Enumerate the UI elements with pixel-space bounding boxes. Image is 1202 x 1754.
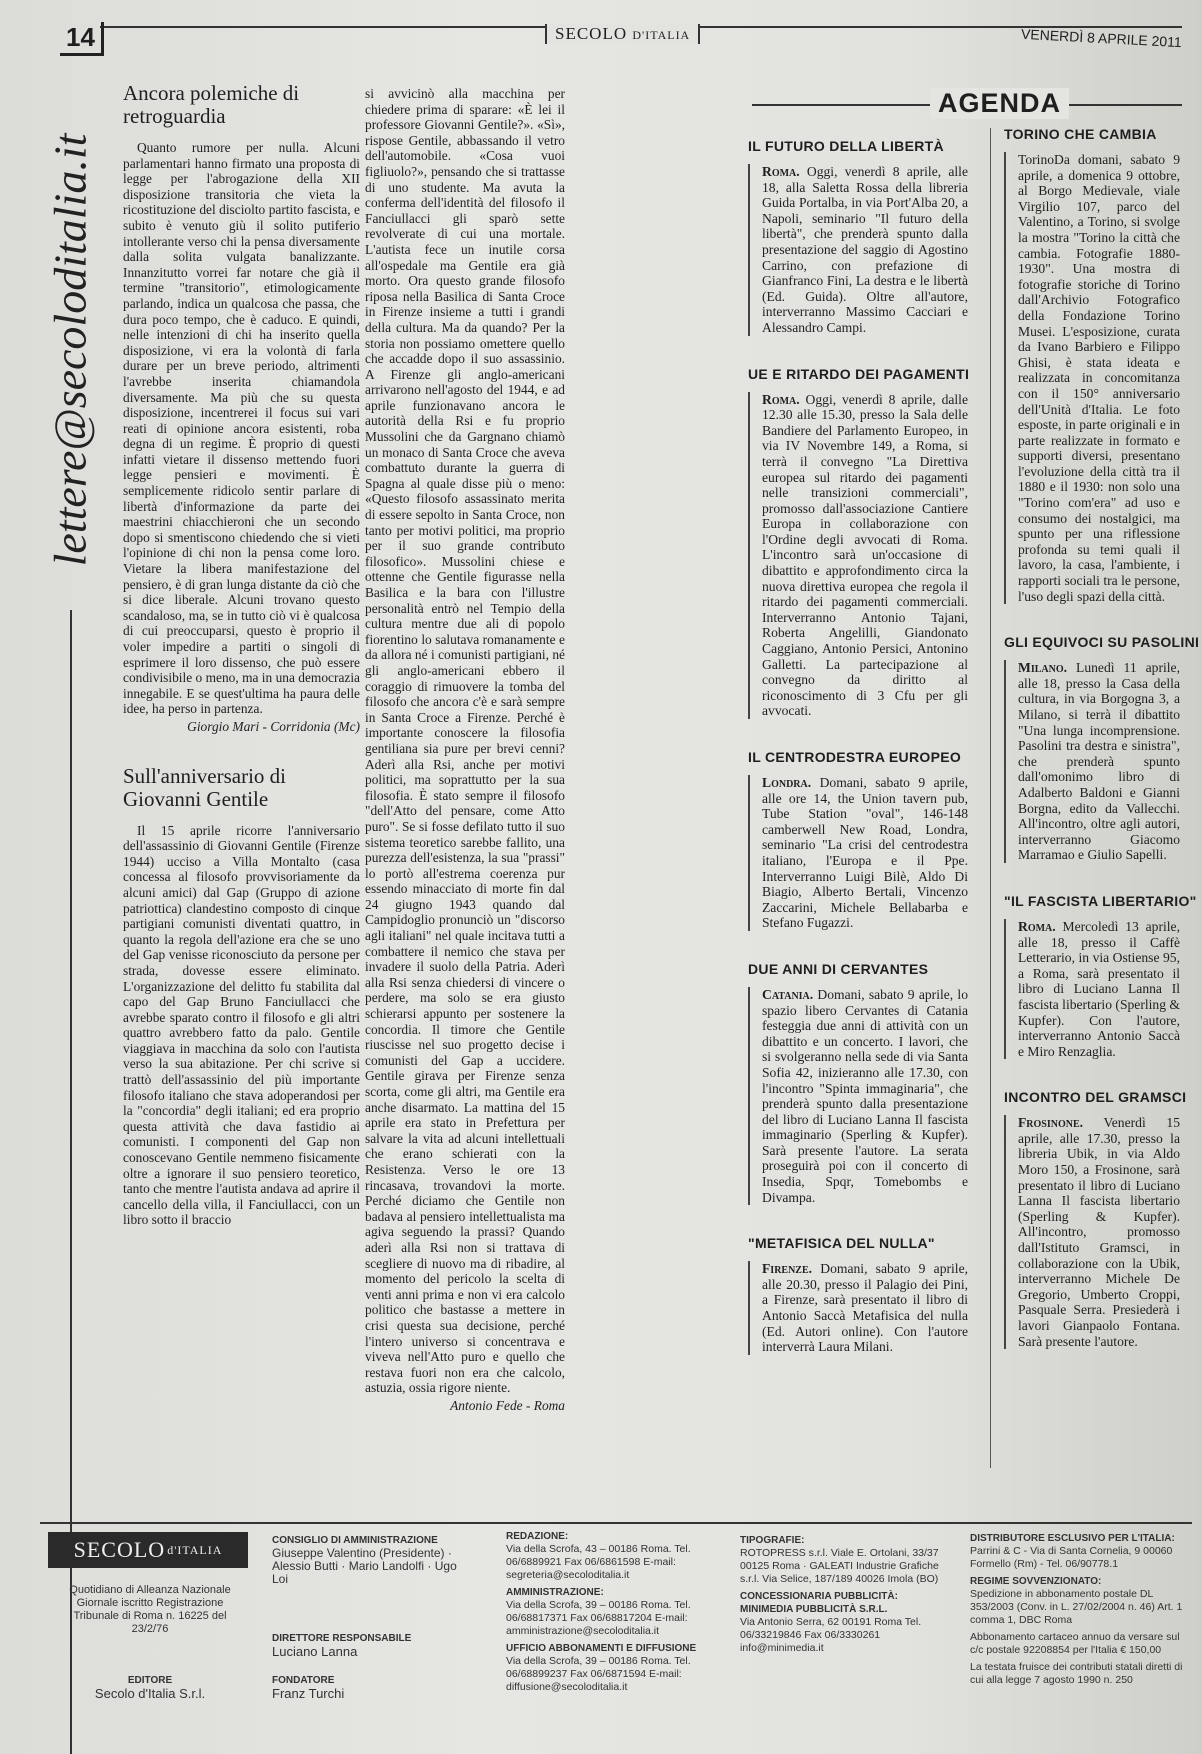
footer-amministrazione-value: Via della Scrofa, 39 – 00186 Roma. Tel. 06/68817371 Fax 06/68817204 E-mail: amministrazione@secoloditalia.it xyxy=(506,1599,691,1637)
letter-2-body-part-2: si avvicinò alla macchina per chiedere prima di sparare: «È lei il professore Giovanni Gentile?». «Sì», rispose Gentile, abbassando il vetro dell'automobile. «Cosa vuoi figliuolo?», pensando che si trattasse di uno studente. Ma avuta la conferma dell'identità del filosofo il Fanciullacci gli sparò sette revolverate di cui una mortale. L'autista fece un inutile corsa all'ospedale ma Gentile era già morto. Ora questo grande filosofo riposa nella Basilica di Santa Croce in Firenze insieme a tutti i grandi della cultura. Ma da quando? Per la storia non possiamo omettere quello che accadde dopo il suo assassinio. A Firenze gli anglo-americani arrivarono nell'agosto del 1944, e ad aprile funzionavano ancora le autorità della Rsi e fu proprio Mussolini che da Gargnano chiamò un monaco di Santa Croce che aveva combattuto durante la guerra di Spagna al quale disse più o meno: «Questo filosofo assassinato merita di essere sepolto in Santa Croce, non tanto per motivi politici, ma proprio per il suo grande contributo filosofico». Mussolini chiese e ottenne che Gentile figurasse nella Basilica e la bara con l'illustre personalità entrò nel Tempio della cultura mentre due ali di popolo fiorentino lo salutava romanamente e da allora né i comunisti partigiani, né gli anglo-americani ebbero il coraggio di rimuovere la tomba del filosofo che ancora c'è e sarà sempre in Santa Croce a Firenze. Perché è importante conoscere la filosofia gentiliana sia pure per brevi cenni? Aderì alla Rsi, anche per motivi politici, ma soprattutto per la sua filosofia. È stato sempre il filosofo "dell'Atto del pensare, come Atto puro". Se si fosse defilato tutto il suo sistema teoretico sarebbe fallito, una purezza dell'esistenza, la sua "prassi" lo portò all'estrema coerenza pur essendo minacciato di morte fin dal 24 giugno 1943 quando dal Campidoglio pronunciò un "discorso agli italiani" nel quale incitava tutti a combattere il nemico che stava per invadere il suolo della Patria. Aderì alla Rsi senza chiedersi di vincere o perdere, ma solo se era giusto schierarsi appunto per sostenere la concordia. Il timore che Gentile riuscisse nel suo progetto decise i comunisti del Gap a uccidere. Gentile girava per Firenze senza scorta, come gli altri, ma Gentile era anche disarmato. La mattina del 15 aprile era stato in Prefettura per salvare la vita ad alcuni intellettuali che erano schierati con la Resistenza. Verso le ore 13 rincasava, trovandovi la morte. Perché diciamo che Gentile non badava al pensiero intellettualista ma agiva seguendo la prassi? Quando aderì alla Rsi non si trattava di scegliere di nuovo ma di ribadire, al momento del pericolo la scelta di venti anni prima e non vi era calcolo politico che bastasse a mettere in crisi questa sua decisione, perché l'intero universo si concentrava e viveva nell'Atto puro e quello che restava fuori non era che calcolo, astuzia, ossia rigore niente. xyxy=(365,86,565,1396)
event-3-title: IL CENTRODESTRA EUROPEO xyxy=(748,749,962,765)
footer-mission: Quotidiano di Alleanza Nazionale Giornale iscritto Registrazione Tribunale di Roma n. 16225 del 23/2/76 xyxy=(69,1584,231,1635)
colophon xyxy=(40,1522,1192,1754)
event-5-body xyxy=(748,1261,968,1355)
footer-abbonamento: Abbonamento cartaceo annuo da versare sul c/c postale 92208854 per l'Italia € 150,00 xyxy=(970,1631,1180,1656)
footer-tipografie xyxy=(740,1534,940,1655)
issue-date: VENERDÌ 8 APRILE 2011 xyxy=(1020,25,1183,51)
footer-concessionaria-value: Via Antonio Serra, 62 00191 Roma Tel. 06/33219846 Fax 06/3330261 info@minimedia.it xyxy=(740,1616,922,1654)
event-8-body xyxy=(1004,919,1180,1059)
footer-fondatore-value: Franz Turchi xyxy=(272,1686,345,1701)
event-5-title: "METAFISICA DEL NULLA" xyxy=(748,1235,935,1252)
footer-fondatore-label: FONDATORE xyxy=(272,1675,335,1686)
footer-editore-label: EDITORE xyxy=(127,1675,173,1686)
footer-redazione xyxy=(506,1530,706,1694)
event-4-body xyxy=(748,987,968,1205)
event-4-title: DUE ANNI DI CERVANTES xyxy=(748,960,929,977)
footer-distributore-label: DISTRIBUTORE ESCLUSIVO PER L'ITALIA: xyxy=(970,1533,1175,1544)
footer-editore xyxy=(60,1674,240,1700)
masthead-small: D'ITALIA xyxy=(632,28,691,42)
letter-2-body-part-1: Il 15 aprile ricorre l'anniversario dell'assassinio di Giovanni Gentile (Firenze 1944) ucciso a Villa Montalto (casa concessa al filosofo provvisoriamente da alcuni amici) dal Gap (Gruppo di azione patriottica) clandestino composto di cinque partigiani comunisti diventati quattro, in quanto la regola dell'azione era che se uno del Gap venisse riconosciuto da persone per strada, dovesse essere eliminato. L'organizzazione del delitto fu stabilita dal capo del Gap Bruno Fanciullacci che avrebbe sparato contro il filosofo e gli altri quattro avrebbero fatto da palo. Gentile viaggiava in macchina da solo con l'autista verso la sua abitazione. Per chi scrive si trattò dell'assassinio del più importante filosofo italiano che stava adoperandosi per la "concordia" degli italiani; ed era proprio questa attività che dava fastidio ai comunisti. I componenti del Gap non conoscevano Gentile nemmeno fisicamente oltre a ignorare il suo pensiero teoretico, tanto che mentre l'autista andava ad aprire il cancello della villa, il Fanciullacci, con un libro sotto il braccio xyxy=(123,822,360,1228)
footer-redazione-label: REDAZIONE: xyxy=(506,1531,569,1542)
event-8-title: "IL FASCISTA LIBERTARIO" xyxy=(1004,892,1197,909)
footer-distributore xyxy=(970,1532,1190,1687)
footer-testata: La testata fruisce dei contributi statali diretti di cui alla legge 7 agosto 1990 n. 250 xyxy=(970,1661,1183,1686)
footer-redazione-value: Via della Scrofa, 43 – 00186 Roma. Tel. 06/6889921 Fax 06/6861598 E-mail: segreteria@secoloditalia.it xyxy=(506,1543,691,1581)
masthead-main: SECOLO xyxy=(555,24,628,43)
event-9-title: INCONTRO DEL GRAMSCI xyxy=(1004,1089,1187,1106)
footer-tipografie-value: ROTOPRESS s.r.l. Viale E. Ortolani, 33/37 00125 Roma · GALEATI Industrie Grafiche s.r.l. Via Selice, 187/189 40026 Imola (BO) xyxy=(740,1547,939,1585)
letter-2-title: Sull'anniversario di Giovanni Gentile xyxy=(123,763,287,811)
letter-1-signature: Giorgio Mari - Corridonia (Mc) xyxy=(187,718,360,734)
footer-regime-label: REGIME SOVVENZIONATO: xyxy=(970,1576,1102,1587)
footer-amministrazione-label: AMMINISTRAZIONE: xyxy=(506,1587,604,1598)
event-5-text: Domani, sabato 9 aprile, alle 20.30, presso il Palagio dei Pini, a Firenze, sarà presentato il libro di Antonio Saccà Metafisica del nulla (Ed. Autori online). Con l'autore interverrà Laura Milani. xyxy=(762,1261,968,1355)
event-9-city: Frosinone. xyxy=(1018,1115,1084,1131)
event-3-text: Domani, sabato 9 aprile, alle ore 14, the Union tavern pub, Tube Station "oval", 146-148 camberwell New Road, Londra, seminario "La crisi del centrodestra italiano, l'Europa e il Ppe. Interverranno Luigi Bilè, Aldo Di Biagio, Alberto Bertali, Vincenzo Zaccarini, Michele Bellabarba e Stefano Fugazzi. xyxy=(762,775,968,931)
page-number: 14 xyxy=(60,22,104,56)
event-9-body xyxy=(1004,1115,1180,1349)
agenda-title: AGENDA xyxy=(930,88,1069,119)
event-1-text: Oggi, venerdì 8 aprile, alle 18, alla Saletta Rossa della libreria Guida Portalba, in via Port'Alba 20, a Napoli, seminario "Il futuro della libertà", che prenderà spunto dalla presentazione del saggio di Agostino Carrino, con prefazione di Gianfranco Fini, La destra e le libertà (Ed. Guida). Oltre all'autore, interverranno Massimo Cacciari e Alessandro Campi. xyxy=(762,164,968,335)
event-8-city: Roma. xyxy=(1018,918,1056,934)
footer-tipografie-label: TIPOGRAFIE: xyxy=(740,1535,805,1546)
event-7-body xyxy=(1004,660,1180,863)
footer-distributore-value: Parrini & C - Via di Santa Cornelia, 9 00060 Formello (Rm) - Tel. 06/90778.1 xyxy=(970,1545,1173,1570)
agenda-column-divider xyxy=(990,128,991,1468)
footer-direttore-label: DIRETTORE RESPONSABILE xyxy=(272,1633,412,1644)
letter-2-signature: Antonio Fede - Roma xyxy=(450,1397,565,1413)
footer-direttore-value: Luciano Lanna xyxy=(272,1644,358,1659)
sidebar-email xyxy=(15,90,125,610)
event-1-title: IL FUTURO DELLA LIBERTÀ xyxy=(748,138,944,154)
letters-column-2 xyxy=(365,86,565,1413)
agenda-column-2 xyxy=(1004,126,1200,1379)
event-4-text: Domani, sabato 9 aprile, lo spazio libero Cervantes di Catania festeggia due anni di attività con un dibattito e un concerto. I lavori, che si svolgeranno nella sede di via Santa Sofia 42, inizieranno alle 17.30, con l'incontro "Spinta immaginaria", che prenderà spunto dalla presentazione del libro di Luciano Lanna Il fascista immaginario (Sperling & Kupfer). Sarà presente l'autore. La serata proseguirà poi con il concerto di Insedia, Spqr, Tomebombs e Divampa. xyxy=(762,986,968,1205)
event-3-city: Londra. xyxy=(762,775,812,790)
event-3-body xyxy=(748,775,968,931)
footer-fondatore xyxy=(272,1674,462,1700)
event-6-body: TorinoDa domani, sabato 9 aprile, a domenica 9 ottobre, al Borgo Medievale, viale Virgilio 107, parco del Valentino, a Torino, si svolge la mostra "Torino la città che cambia. Fotografie 1880-1930". Una mostra di fotografie storiche di Torino dall'Archivio Fotografico della Fondazione Torino Musei. L'esposizione, curata da Ivano Barbiero e Filippo Ghisi, è stata ideata e realizzata in concomitanza con il 150° anniversario dell'Unità d'Italia. Le foto esposte, in parte originali e in parte realizzate in formato e supporti diversi, presentano l'evoluzione della città tra il 1880 e il 1930: non solo una "Torino com'era" ad uso e consumo dei nostalgici, ma spunto per una riflessione profonda su temi quali il lavoro, la casa, l'ambiente, i rapporti sociali tra le persone, l'uso degli spazi della città. xyxy=(1004,152,1180,604)
footer-logo-main: SECOLO xyxy=(73,1537,166,1562)
letters-column-1 xyxy=(123,82,360,1228)
footer-consiglio-label: CONSIGLIO DI AMMINISTRAZIONE xyxy=(272,1535,438,1546)
event-4-city: Catania. xyxy=(762,986,814,1002)
footer-concessionaria-label: CONCESSIONARIA PUBBLICITÀ: MINIMEDIA PUBBLICITÀ S.R.L. xyxy=(740,1591,898,1615)
letter-1-body: Quanto rumore per nulla. Alcuni parlamentari hanno firmato una proposta di legge per l'abrogazione della XII disposizione transitoria che vieta la ricostituzione del disciolto partito fascista, e subito è venuto giù il solito putiferio intollerante verso chi la pensa diversamente dalla solita vulgata banalizzante. Innanzitutto vorrei far notare che già il termine "transitorio", etimologicamente parlando, indica un qualcosa che passa, che dura poco tempo, che è caduco. E quindi, nelle intenzioni di chi ha inserito quella disposizione, vi era la volontà di farla durare per un breve periodo, altrimenti l'avrebbe inserita chiamandola diversamente. Ma più che su questa disposizione, incentrerei il focus sui vari reati di opinione ancora esistenti, roba degna di un regime. È proprio di questi infatti vietare il dissenso mettendo fuori legge pensieri e movimenti. È semplicemente ridicolo sentir parlare di libertà d'informazione da parte dei maestrini chiacchieroni che un secondo dopo si smentiscono chiedendo che si vieti l'opinione di chi non la pensa come loro. Vietare la libera manifestazione del pensiero, è di gran lunga distante da ciò che si dice liberale. Alcuni trovano questo scandaloso, ma, se in tutto ciò vi è qualcosa di cui preoccuparsi, questo è proprio il voler impedire a partiti o singoli di esprimere il loro dissenso, che può essere condivisibile o meno, ma in una democrazia innegabile. E se quest'ultima ha paura delle idee, ha perso in partenza. xyxy=(123,140,360,717)
event-2-city: Roma. xyxy=(762,391,800,407)
footer-direttore xyxy=(272,1632,462,1658)
event-7-text: Lunedì 11 aprile, alle 18, presso la Casa della cultura, in via Borgogna 3, a Milano, si terrà il dibattito "Una lunga incomprensione. Pasolini tra destra e sinistra", che prenderà spunto dall'omonimo libro di Adalberto Baldoni e Gianni Borgna, edito da Vallecchi. All'incontro, oltre agli autori, interverranno Giacomo Marramao e Giulio Sapelli. xyxy=(1018,660,1180,863)
agenda-column-1 xyxy=(748,138,968,1385)
footer-editore-value: Secolo d'Italia S.r.l. xyxy=(94,1686,206,1701)
footer-consiglio-value: Giuseppe Valentino (Presidente) · Alessio Butti · Mario Landolfi · Ugo Loi xyxy=(272,1546,457,1586)
event-7-city: Milano. xyxy=(1018,660,1068,676)
footer-logo xyxy=(48,1532,248,1568)
event-2-title: UE E RITARDO DEI PAGAMENTI xyxy=(748,365,970,382)
masthead-title xyxy=(545,24,700,44)
event-1-city: Roma. xyxy=(762,164,800,179)
event-9-text: Venerdì 15 aprile, alle 17.30, presso la libreria Ubik, in via Aldo Moro 150, a Frosinone, sarà presentato il libro di Luciano Lanna Il fascista libertario (Sperling & Kupfer). All'incontro, promosso dall'Istituto Gramsci, in collaborazione con la Ubik, interverranno Michele De Gregorio, Umberto Croppi, Pasquale Serra. Presiederà i lavori Gianpaolo Fontana. Sarà presente l'autore. xyxy=(1018,1115,1180,1349)
footer-logo-small: d'ITALIA xyxy=(167,1542,223,1557)
event-5-city: Firenze. xyxy=(762,1261,813,1277)
footer-ufficio-label: UFFICIO ABBONAMENTI E DIFFUSIONE xyxy=(506,1643,697,1654)
event-1-body xyxy=(748,164,968,336)
footer-consiglio xyxy=(272,1534,462,1586)
event-8-text: Mercoledì 13 aprile, alle 18, presso il Caffè Letterario, in via Ostiense 95, a Roma, sarà presentato il libro di Luciano Lanna Il fascista libertario (Sperling & Kupfer). Con l'autore, interverranno Antonio Saccà e Miro Renzaglia. xyxy=(1018,918,1180,1059)
footer-regime-value: Spedizione in abbonamento postale DL 353/2003 (Conv. in L. 27/02/2004 n. 46) Art. 1 comma 1, DBC Roma xyxy=(970,1588,1183,1626)
event-6-title: TORINO CHE CAMBIA xyxy=(1004,126,1157,142)
footer-ufficio-value: Via della Scrofa, 39 – 00186 Roma. Tel. 06/68899237 Fax 06/6871594 E-mail: diffusione@secoloditalia.it xyxy=(506,1655,691,1693)
event-2-text: Oggi, venerdì 8 aprile, dalle 12.30 alle 15.30, presso la Sala delle Bandiere del Parlamento Europeo, in via IV Novembre 149, a Roma, si terrà il convegno "La Direttiva europea sul ritardo dei pagamenti nelle transizioni commerciali", promosso dall'associazione Cantiere Europa in collaborazione con l'Ordine degli avvocati di Roma. L'incontro sarà un'occasione di dibattito e approfondimento circa la nuova direttiva europea che regola il ritardo dei pagamenti commerciali. Interverranno Antonio Tajani, Roberta Angelilli, Giandonato Caggiano, Antonio Persici, Antonino Galletti. La partecipazione al convegno da diritto al riconoscimento di 3 Cfu per gli avvocati. xyxy=(762,391,968,719)
event-2-body xyxy=(748,392,968,719)
letter-1-title: Ancora polemiche di retroguardia xyxy=(123,81,300,128)
sidebar-email-text: lettere@secoloditalia.it xyxy=(44,133,96,567)
event-7-title: GLI EQUIVOCI SU PASOLINI xyxy=(1004,634,1200,651)
